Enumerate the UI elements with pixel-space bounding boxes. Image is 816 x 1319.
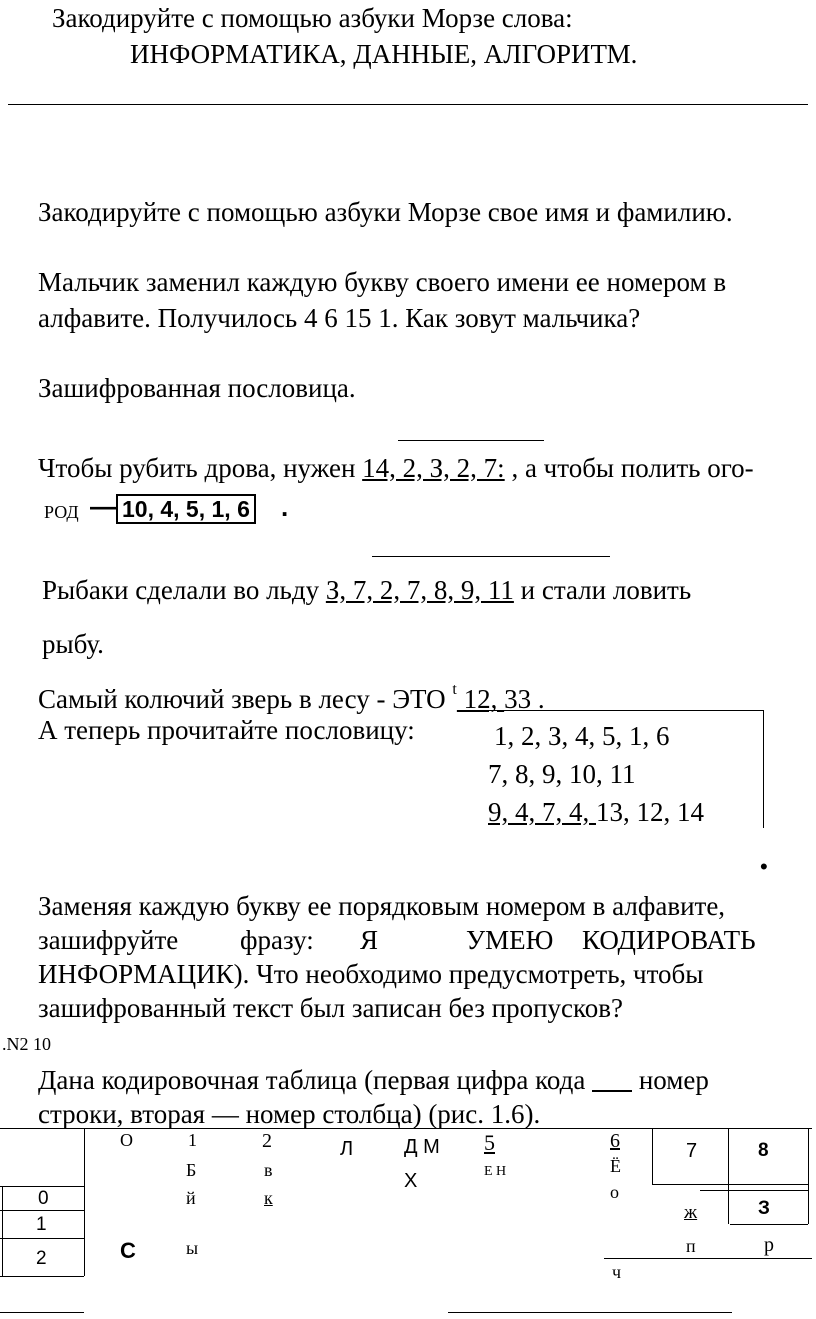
task2-text: Закодируйте с помощью азбуки Морзе свое имя и фамилию. xyxy=(38,197,733,227)
table-vline xyxy=(84,1128,85,1276)
table-line xyxy=(0,1210,84,1211)
row-label-1: 1 xyxy=(36,1214,47,1235)
table-line xyxy=(730,1224,808,1225)
task4-sentence5: А теперь прочитайте пословицу: xyxy=(38,715,415,745)
table-top-line xyxy=(0,1128,812,1129)
task5-line2-e: КОДИРОВАТЬ xyxy=(582,925,756,955)
task4-heading: Зашифрованная пословица. xyxy=(38,373,356,403)
cell-1: 1 xyxy=(188,1130,197,1150)
cell-d-m: Д М xyxy=(404,1136,440,1158)
proverb-row3: 9, 4, 7, 4, 13, 12, 14 xyxy=(488,797,704,827)
task1-line2: ИНФОРМАТИКА, ДАННЫЕ, АЛГОРИТМ. xyxy=(130,39,638,69)
task1-line1: Закодируйте с помощью азбуки Морзе слова: xyxy=(52,3,573,33)
table-line xyxy=(0,1238,84,1239)
table-vline xyxy=(2,1186,3,1276)
task5-line1: Заменяя каждую букву ее порядковым номером в алфавите, xyxy=(38,891,726,921)
task5-line3: ИНФОРМАЦИК). Что необходимо предусмотреть, чтобы xyxy=(38,959,704,989)
task4-period: . xyxy=(281,492,289,522)
row-label-2: 2 xyxy=(36,1248,47,1269)
task5-line2-c: Я xyxy=(360,925,379,955)
cell-r: р xyxy=(764,1234,774,1256)
code-overline xyxy=(372,556,610,557)
cell-k: к xyxy=(264,1188,273,1208)
task3-line2: алфавите. Получилось 4 6 15 1. Как зовут мальчика? xyxy=(38,303,641,333)
cell-b: Б xyxy=(186,1160,197,1180)
code-box-10-4-5-1-6: 10, 4, 5, 1, 6 xyxy=(116,494,256,524)
task6-number: .N2 10 xyxy=(2,1034,51,1054)
proverb-box-right xyxy=(763,710,764,828)
cell-o: О xyxy=(120,1130,133,1150)
cell-o-lower: о xyxy=(610,1182,619,1202)
cell-v: в xyxy=(264,1160,273,1180)
task5-line2-b: фразу: xyxy=(240,925,314,955)
task4-sentence3-line2: рыбу. xyxy=(42,629,104,659)
table-vline xyxy=(728,1128,729,1224)
cell-6: 6 xyxy=(610,1130,620,1152)
proverb-box-top xyxy=(484,710,764,711)
answer-line xyxy=(8,104,808,105)
table-line xyxy=(604,1258,812,1259)
task3-line1: Мальчик заменил каждую букву своего имени ее номером в xyxy=(38,267,727,297)
proverb-row1: 1, 2, З, 4, 5, 1, 6 xyxy=(494,721,670,751)
bullet: • xyxy=(760,854,768,879)
table-vline xyxy=(652,1128,653,1184)
cell-s: С xyxy=(120,1238,136,1263)
row-label-0: 0 xyxy=(38,1188,49,1209)
cell-8: 8 xyxy=(758,1140,769,1161)
cell-kh: Х xyxy=(404,1170,418,1192)
table-vline xyxy=(808,1128,809,1224)
cell-ch: ч xyxy=(612,1262,622,1282)
cell-l: Л xyxy=(340,1138,354,1160)
task4-dash: — xyxy=(90,491,116,521)
table-line xyxy=(0,1276,84,1277)
cell-e-n: Е Н xyxy=(484,1164,507,1179)
cell-yo: Ё xyxy=(610,1156,621,1176)
cell-2: 2 xyxy=(262,1130,272,1152)
table-line xyxy=(700,1190,808,1191)
cell-7: 7 xyxy=(686,1140,698,1162)
task4-rod: РОД xyxy=(44,502,79,522)
code-overline xyxy=(398,440,544,441)
cell-z: З xyxy=(758,1198,770,1219)
task4-sentence3: Рыбаки сделали во льду З, 7, 2, 7, 8, 9, 11 и стали ловить xyxy=(42,575,692,605)
cell-yy: ы xyxy=(186,1238,199,1258)
cell-y-short: й xyxy=(186,1188,196,1208)
cell-p: п xyxy=(686,1236,696,1256)
cell-5: 5 xyxy=(484,1130,495,1155)
code-3-7-2-7-8-9-11: З, 7, 2, 7, 8, 9, 11 xyxy=(325,575,514,605)
code-14-2-3-2-7: 14, 2, З, 2, 7: xyxy=(362,453,505,483)
task4-sentence1: Чтобы рубить дрова, нужен 14, 2, З, 2, 7: , а чтобы полить ого- xyxy=(38,453,754,483)
task4-sentence4: Самый колючий зверь в лесу - ЭТО $^t$ 12, 33 . xyxy=(38,681,545,714)
table-bottom-line xyxy=(0,1312,84,1313)
table-line xyxy=(0,1186,84,1187)
table-bottom-line xyxy=(448,1312,732,1313)
table-line xyxy=(652,1184,808,1185)
proverb-row2: 7, 8, 9, 10, 11 xyxy=(488,759,636,789)
task6-line1: Дана кодировочная таблица (первая цифра кода номер xyxy=(38,1065,709,1095)
task5-line2-d: УМЕЮ xyxy=(466,925,554,955)
cell-zh: ж xyxy=(684,1202,698,1223)
task6-line2: строки, вторая — номер столбца) (рис. 1.6). xyxy=(38,1099,541,1129)
task5-line2-a: зашифруйте xyxy=(38,925,179,955)
task5-line4: зашифрованный текст был записан без пропусков? xyxy=(38,993,624,1023)
